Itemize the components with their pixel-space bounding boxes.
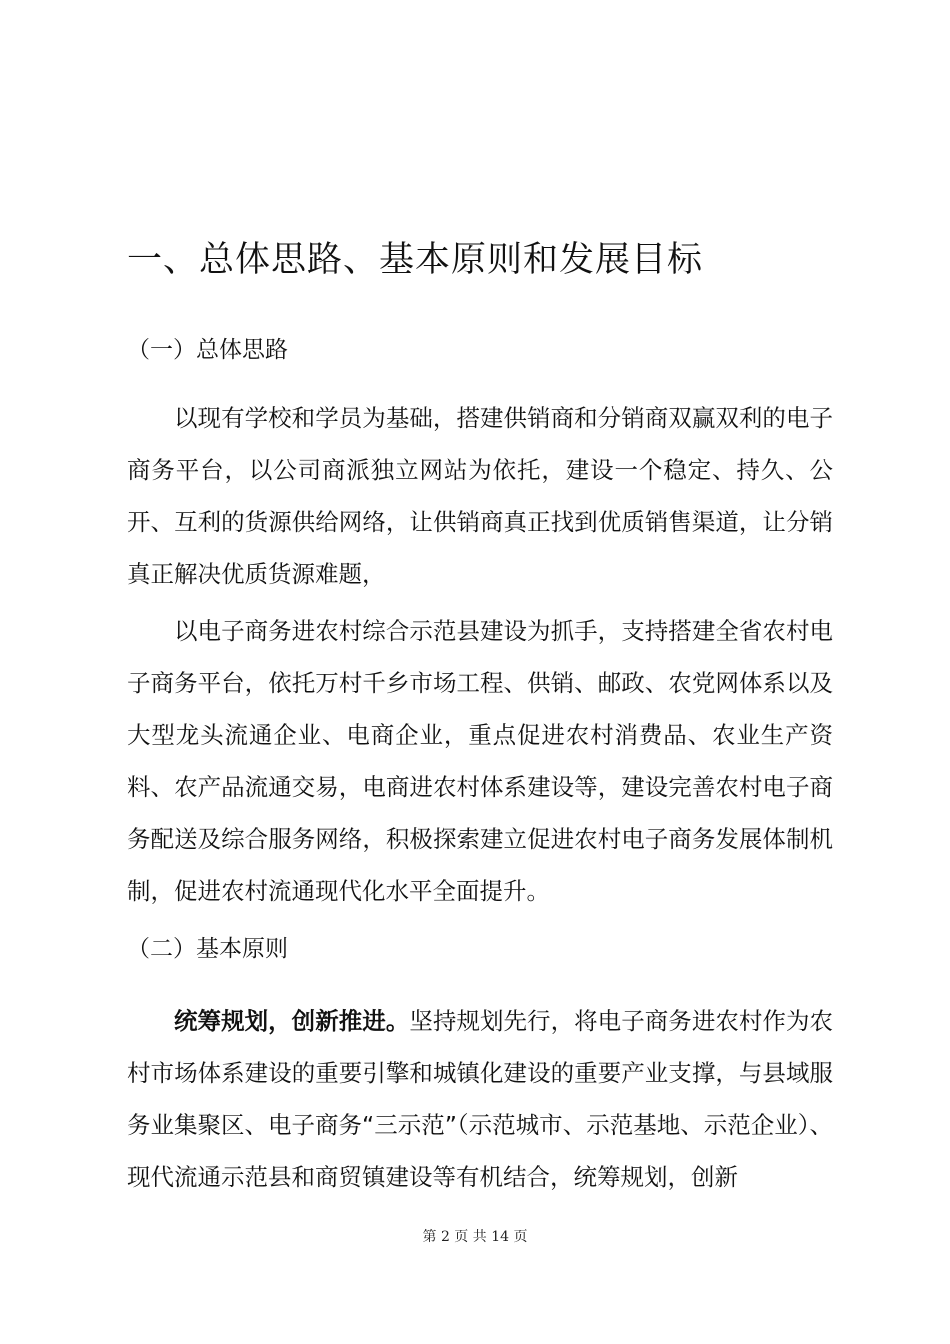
paragraph-basic-principles-1 <box>127 995 833 1203</box>
paragraph-overall-approach-2: 以电子商务进农村综合示范县建设为抓手，支持搭建全省农村电子商务平台，依托万村千乡市场工程、供销、邮政、农党网体系以及大型龙头流通企业、电商企业，重点促进农村消费品、农业生产资料、农产品流通交易，电商进农村体系建设等，建设完善农村电子商务配送及综合服务网络，积极探索建立促进农村电子商务发展体制机制，促进农村流通现代化水平全面提升。 <box>127 617 833 905</box>
principle-body: 坚持规划先行，将电子商务进农村作为农村市场体系建设的重要引擎和城镇化建设的重要产业支撑，与县域服务业集聚区、电子商务“三示范”（示范城市、示范基地、示范企业）、现代流通示范县和商贸镇建设等有机结合，统筹规划，创新 <box>127 1007 834 1191</box>
main-heading: 一、总体思路、基本原则和发展目标 <box>127 240 704 280</box>
section-heading-overall-approach: （一）总体思路 <box>127 337 288 363</box>
section-heading-basic-principles: （二）基本原则 <box>127 936 288 962</box>
page-footer: 第 2 页 共 14 页 <box>422 1229 528 1245</box>
principle-title: 统筹规划，创新推进。 <box>174 1007 410 1035</box>
paragraph-overall-approach-1: 以现有学校和学员为基础，搭建供销商和分销商双赢双利的电子商务平台，以公司商派独立网站为依托，建设一个稳定、持久、公开、互利的货源供给网络，让供销商真正找到优质销售渠道，让分销真正解决优质货源难题， <box>127 404 833 588</box>
